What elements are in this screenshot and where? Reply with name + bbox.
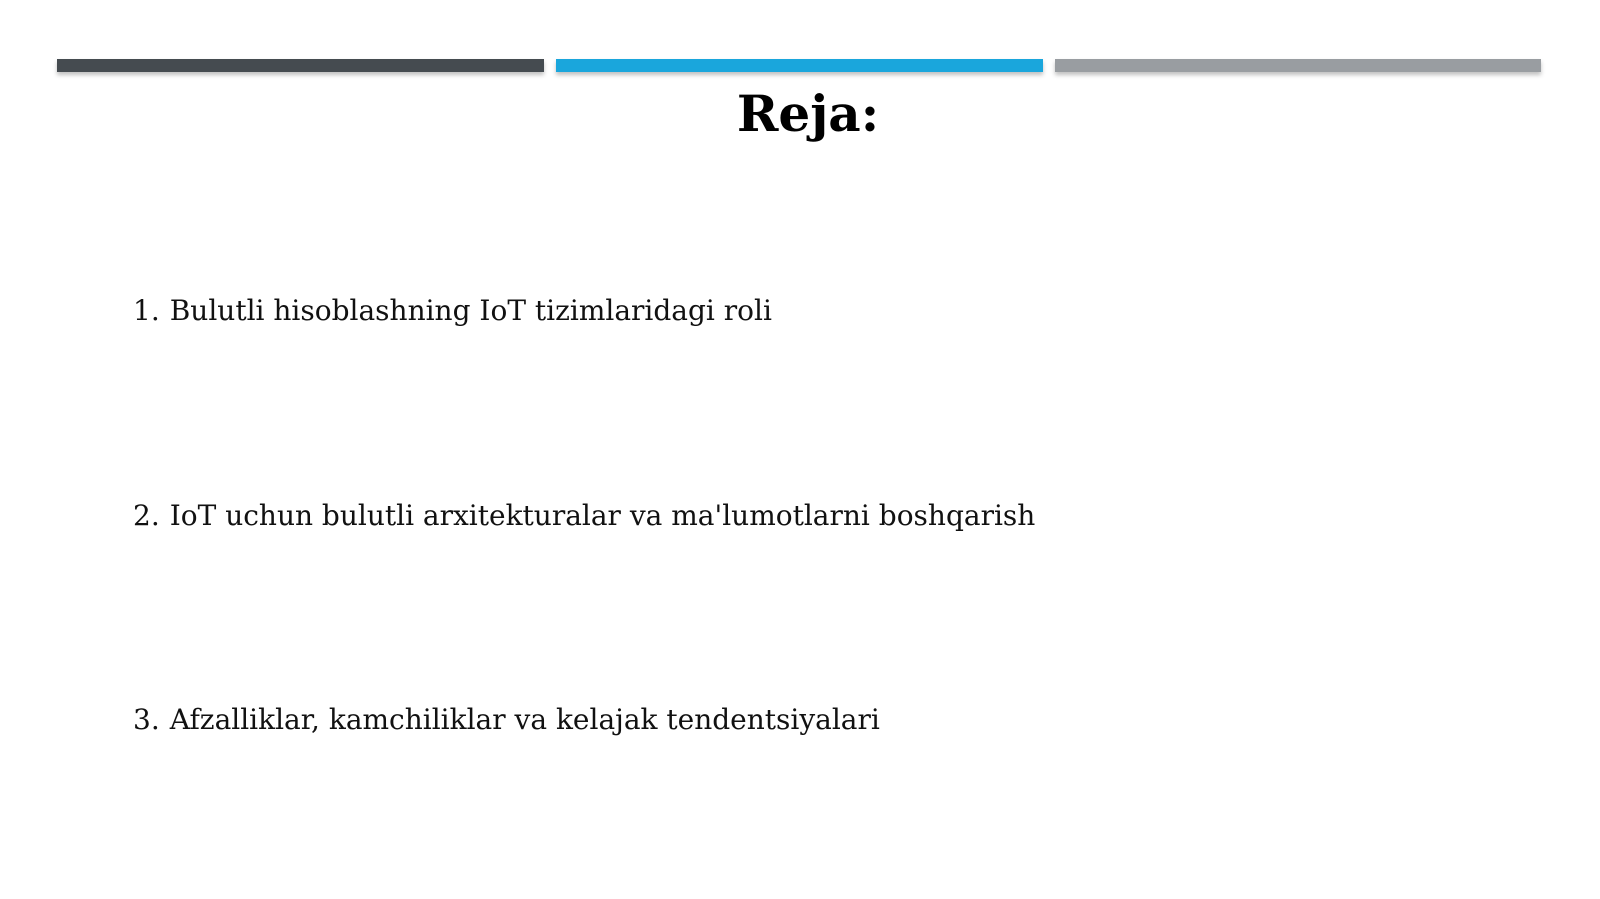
plan-item (133, 498, 1035, 534)
plan-item-number: 2. (133, 499, 160, 532)
plan-item-text: Bulutli hisoblashning IoT tizimlaridagi roli (169, 294, 772, 327)
plan-item-number: 3. (133, 703, 160, 736)
accent-bar-blue (556, 59, 1043, 72)
accent-bar-dark (57, 59, 544, 72)
slide-title: Reja: (736, 84, 880, 143)
plan-item-text: IoT uchun bulutli arxitekturalar va ma'lumotlarni boshqarish (169, 499, 1036, 532)
plan-item (133, 702, 880, 738)
accent-bar-gray (1055, 59, 1541, 72)
plan-item-text: Afzalliklar, kamchiliklar va kelajak tendentsiyalari (169, 703, 880, 736)
top-accent-bars (57, 59, 1541, 73)
plan-item (133, 293, 772, 329)
plan-item-number: 1. (133, 294, 160, 327)
